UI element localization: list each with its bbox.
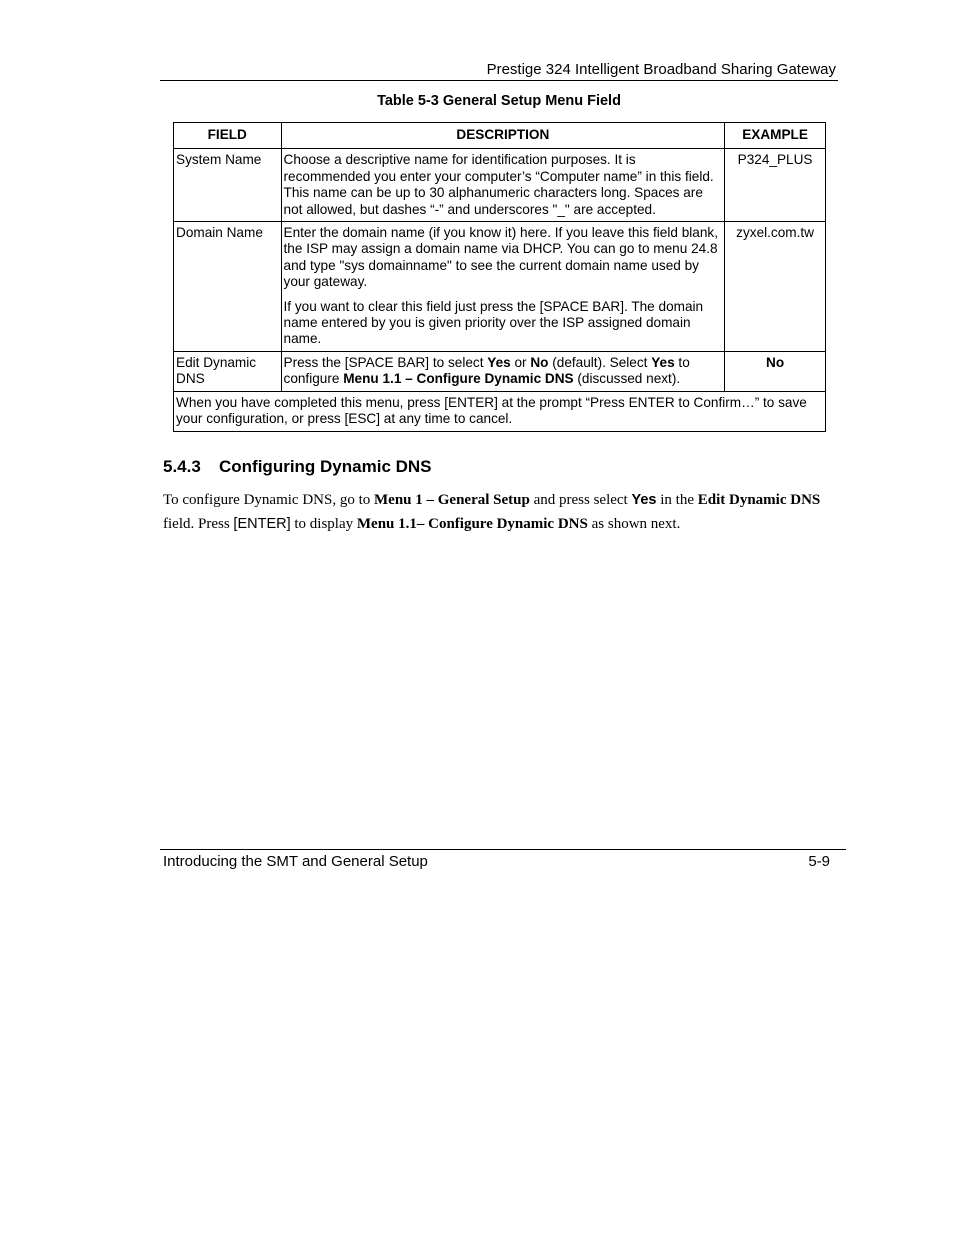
table-row [174, 351, 826, 391]
table-note: When you have completed this menu, press [ENTER] at the prompt “Press ENTER to Confirm…” to save your configuration, or press [ESC] at any time to cancel. [174, 391, 826, 431]
table-row [174, 222, 826, 352]
table-note-row [174, 391, 826, 431]
header-field: FIELD [174, 123, 282, 149]
table-row [174, 149, 826, 222]
general-setup-table [173, 122, 826, 432]
header-description: DESCRIPTION [281, 123, 725, 149]
description-cell [281, 222, 725, 352]
footer-chapter-title: Introducing the SMT and General Setup [163, 853, 428, 870]
description-text: Choose a descriptive name for identification purposes. It is recommended you enter your computer’s “Computer name” in this field. This name can be up to 30 alphanumeric characters long. Spaces are not allowed, but dashes “-” and underscores "_" are accepted. [283, 152, 714, 217]
page-number: 5-9 [808, 853, 830, 870]
header-example: EXAMPLE [725, 123, 826, 149]
description-cell [281, 149, 725, 222]
description-text: Enter the domain name (if you know it) here. If you leave this field blank, the ISP may assign a domain name via DHCP. You can go to menu 24.8 and type "sys domainname" to see the current domain name used by your gateway. [283, 225, 718, 290]
footer-rule [160, 849, 846, 850]
description-cell: Press the [SPACE BAR] to select Yes or No (default). Select Yes to configure Menu 1.1 – Configure Dynamic DNS (discussed next). [281, 351, 725, 391]
example-cell: P324_PLUS [725, 149, 826, 222]
field-cell: Edit Dynamic DNS [174, 351, 282, 391]
section-number: 5.4.3 [163, 457, 201, 476]
running-header: Prestige 324 Intelligent Broadband Sharing Gateway [486, 61, 836, 78]
description-text: If you want to clear this field just press the [SPACE BAR]. The domain name entered by you is given priority over the ISP assigned domain name. [283, 298, 704, 347]
table-header-row [174, 123, 826, 149]
field-cell: Domain Name [174, 222, 282, 352]
example-cell: zyxel.com.tw [725, 222, 826, 352]
section-title: Configuring Dynamic DNS [219, 457, 432, 476]
example-cell: No [725, 351, 826, 391]
section-heading [163, 457, 432, 477]
body-paragraph: To configure Dynamic DNS, go to Menu 1 – General Setup and press select Yes in the Edit Dynamic DNS field. Press [ENTER] to display Menu 1.1– Configure Dynamic DNS as shown next. [163, 492, 821, 532]
field-cell: System Name [174, 149, 282, 222]
table-caption: Table 5-3 General Setup Menu Field [377, 93, 621, 109]
header-rule [160, 80, 838, 81]
